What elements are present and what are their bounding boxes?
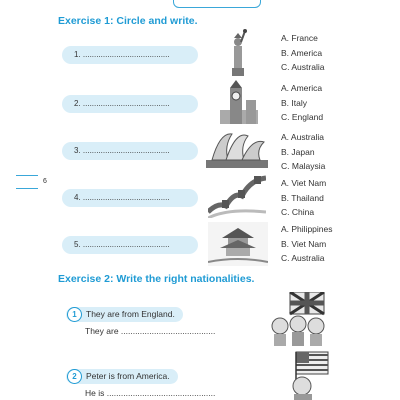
margin-line: [16, 175, 38, 176]
pagoda-icon: [208, 222, 268, 266]
exercise-1-heading: Exercise 1: Circle and write.: [58, 15, 198, 27]
option[interactable]: C. Australia: [281, 62, 325, 72]
option[interactable]: A. America: [281, 83, 323, 93]
uk-flag-children-icon: [266, 292, 332, 346]
option[interactable]: C. China: [281, 207, 315, 217]
option[interactable]: B. Italy: [281, 97, 307, 108]
option[interactable]: B. Japan: [281, 146, 315, 157]
options-2: [281, 81, 323, 125]
answer-blank-3[interactable]: 3. .......................................: [62, 142, 198, 160]
answer-blank-5[interactable]: 5. .......................................: [62, 236, 198, 254]
sydney-opera-house-icon: [206, 128, 268, 168]
option[interactable]: B. Viet Nam: [281, 238, 327, 249]
options-1: [281, 31, 324, 75]
answer-blank-2[interactable]: 2. .......................................: [62, 95, 198, 113]
page-number: 6: [43, 178, 47, 185]
options-4: [281, 176, 326, 220]
option[interactable]: B. America: [281, 47, 323, 58]
options-5: [281, 222, 333, 266]
option[interactable]: C. England: [281, 112, 324, 122]
answer-blank-1[interactable]: 1. .......................................: [62, 46, 198, 64]
option[interactable]: A. France: [281, 33, 318, 43]
option[interactable]: C. Australia: [281, 253, 325, 263]
option[interactable]: A. Australia: [281, 132, 324, 142]
answer-line-1[interactable]: They are ........................................: [85, 326, 216, 336]
sentence-1: They are from England.: [66, 307, 183, 322]
answer-line-2[interactable]: He is ..............................................: [85, 388, 216, 398]
option[interactable]: A. Viet Nam: [281, 178, 327, 188]
margin-line: [16, 188, 38, 189]
big-ben-icon: [218, 80, 260, 124]
option[interactable]: B. Thailand: [281, 192, 324, 203]
exercise-2-heading: Exercise 2: Write the right nationalities.: [58, 273, 255, 285]
answer-blank-4[interactable]: 4. .......................................: [62, 189, 198, 207]
options-3: [281, 130, 325, 174]
option[interactable]: C. Malaysia: [281, 161, 326, 171]
statue-of-liberty-icon: [222, 28, 252, 76]
item-number-2: 2: [67, 369, 82, 384]
sentence-2: Peter is from America.: [66, 369, 178, 384]
header-tab: [173, 0, 261, 8]
option[interactable]: A. Philippines: [281, 224, 333, 234]
item-number-1: 1: [67, 307, 82, 322]
great-wall-icon: [208, 172, 266, 218]
us-flag-boy-icon: [282, 350, 330, 400]
